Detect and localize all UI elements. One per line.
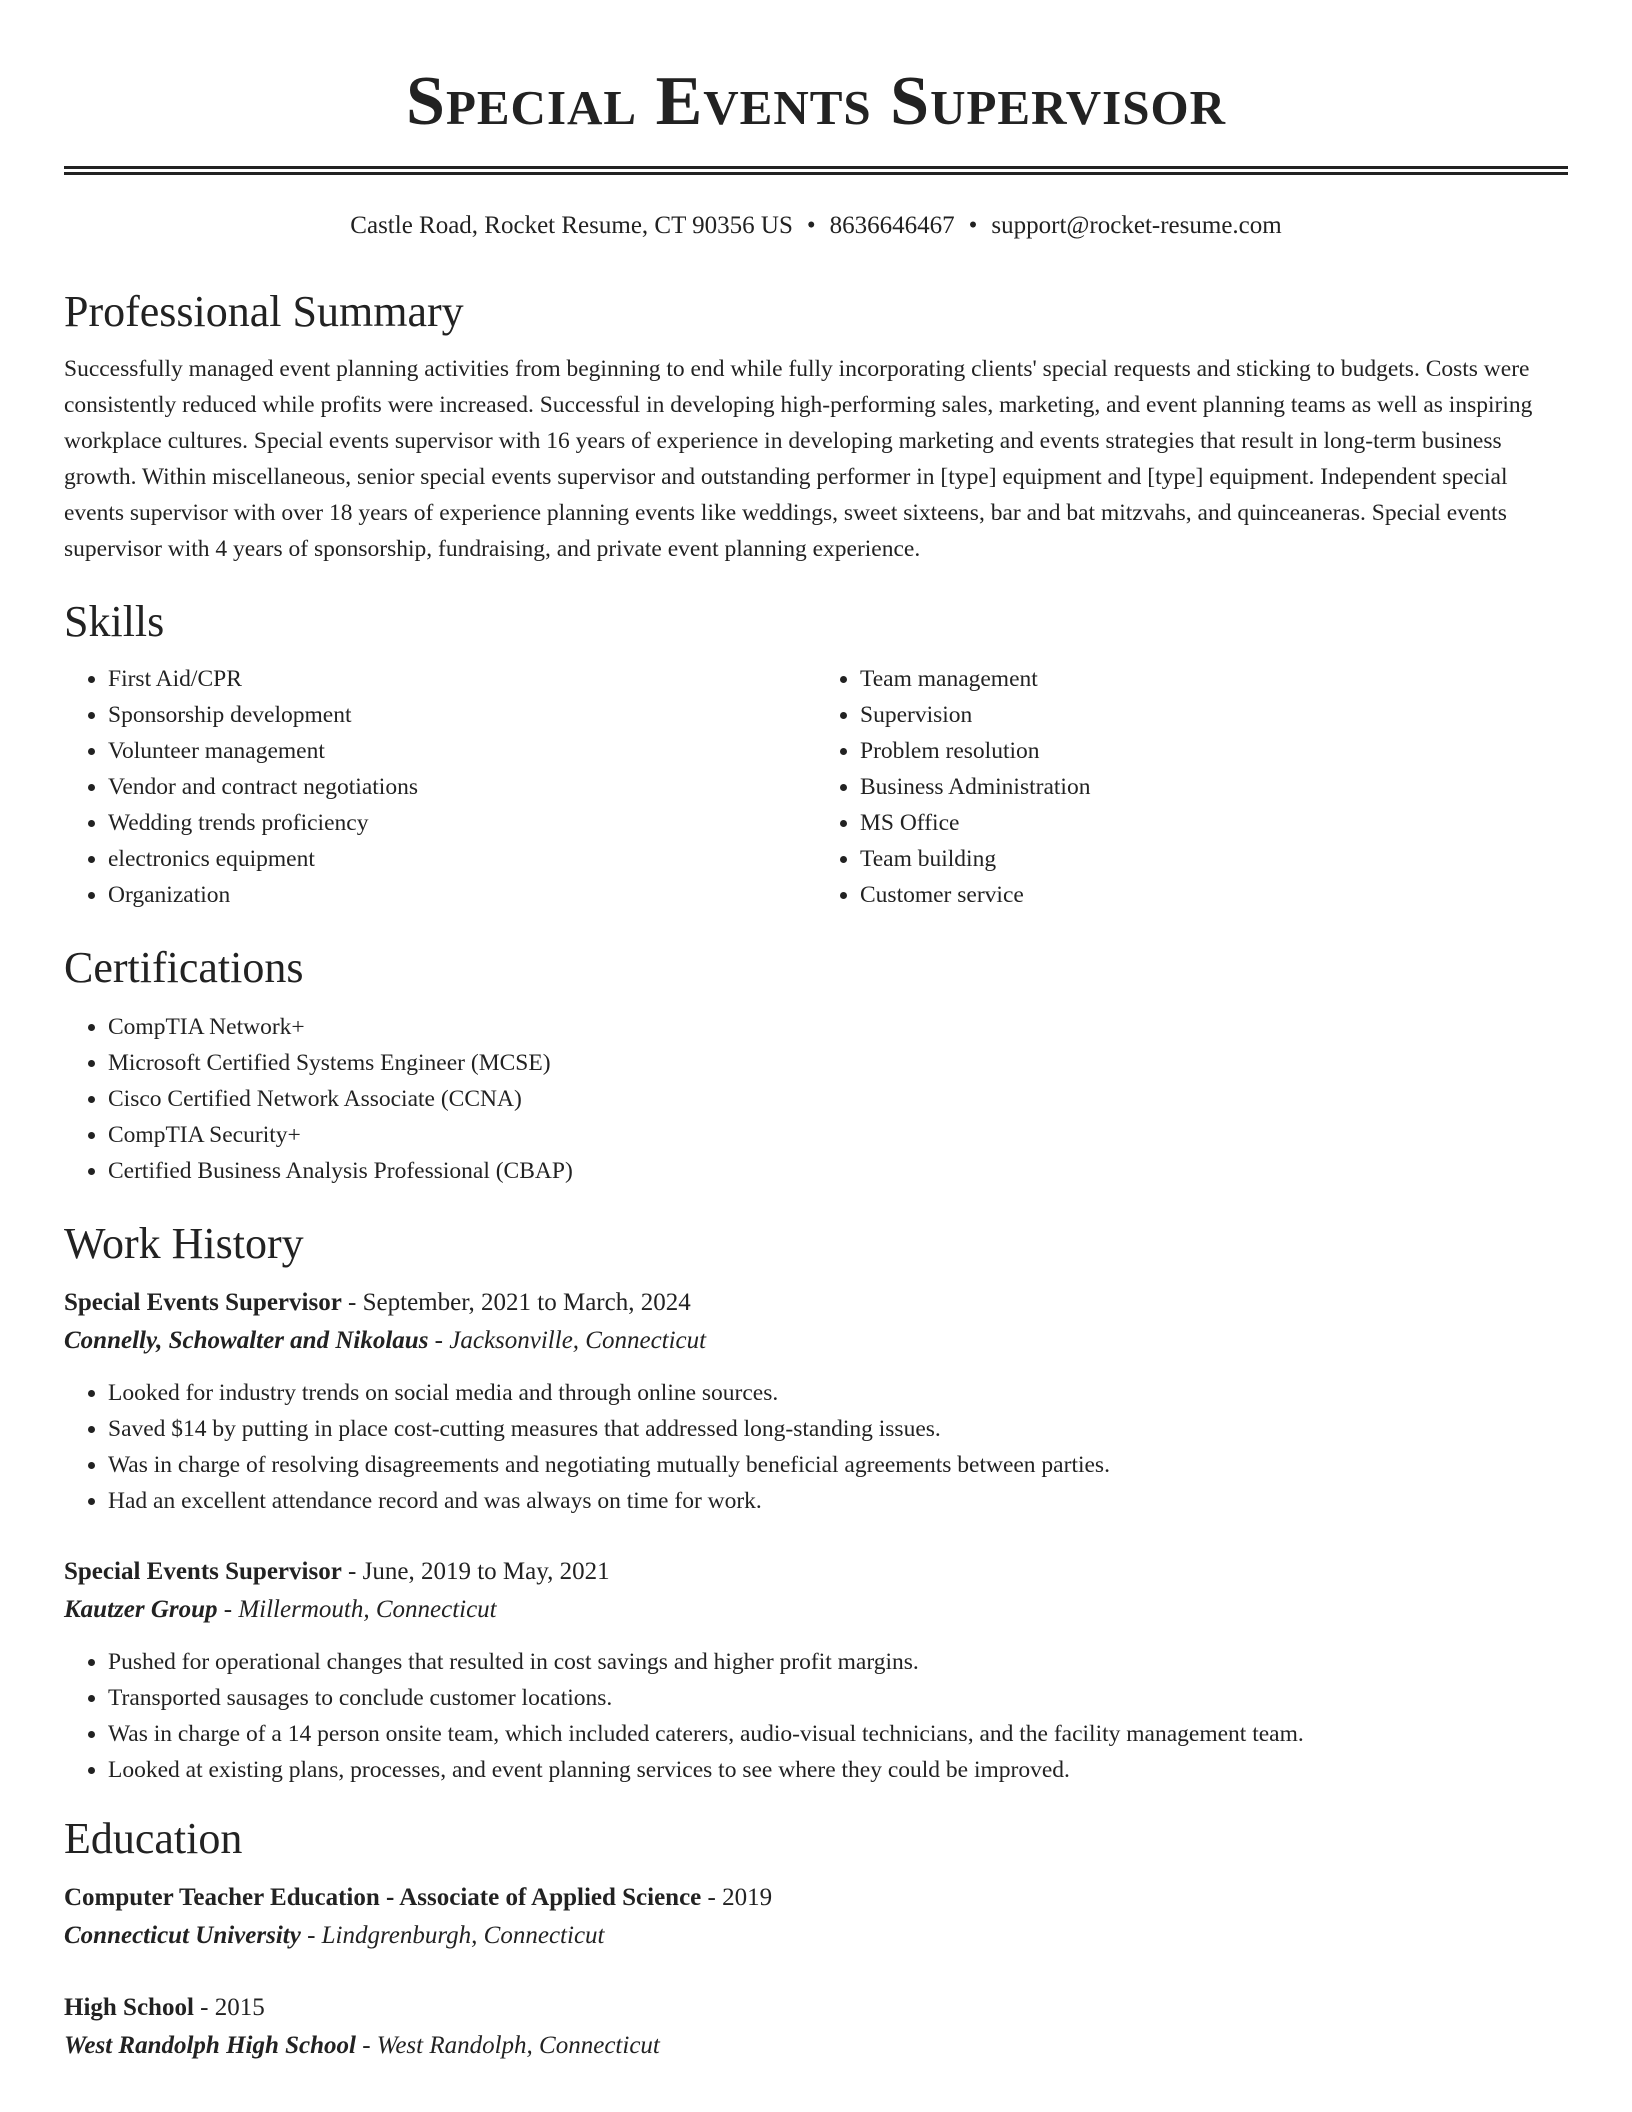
skill-item: • Problem resolution: [860, 733, 1568, 769]
job-bullet: • Was in charge of a 14 person onsite team, which included caterers, audio-visual technicians, and the facility management team.: [108, 1716, 1568, 1752]
skill-item: • Team management: [860, 661, 1568, 697]
education-school-line: [64, 2026, 1568, 2066]
skills-list-right: [816, 661, 1568, 913]
education-school: Connecticut University: [64, 1922, 301, 1949]
skill-item: • Volunteer management: [108, 733, 816, 769]
skill-item: • Vendor and contract negotiations: [108, 769, 816, 805]
job-bullet: • Looked for industry trends on social media and through online sources.: [108, 1375, 1568, 1411]
skill-item: • First Aid/CPR: [108, 661, 816, 697]
job-title-line: [64, 1285, 1568, 1321]
education-heading: Education: [64, 1814, 243, 1863]
work-history-heading: Work History: [64, 1219, 304, 1268]
certification-item: • CompTIA Network+: [108, 1009, 1568, 1045]
education-school: West Randolph High School: [64, 2032, 356, 2059]
job-bullets: [64, 1644, 1568, 1788]
education-year: - 2019: [701, 1884, 773, 1911]
job-bullets: [64, 1375, 1568, 1519]
job-bullet: • Had an excellent attendance record and was always on time for work.: [108, 1483, 1568, 1519]
skill-item: • Sponsorship development: [108, 697, 816, 733]
contact-phone: 8636646467: [829, 212, 955, 239]
skills-list-left: [64, 661, 816, 913]
skill-item: • Team building: [860, 841, 1568, 877]
contact-separator: •: [806, 212, 816, 239]
contact-separator: •: [968, 212, 978, 239]
job-title: Special Events Supervisor: [64, 1558, 342, 1585]
skills-heading: Skills: [64, 597, 165, 646]
spacer: [64, 1956, 1568, 1990]
spacer: [64, 1519, 1568, 1554]
resume-title: Special Events Supervisor: [406, 63, 1226, 140]
education-entry: [64, 1880, 1568, 1956]
job-bullet: • Saved $14 by putting in place cost-cutting measures that addressed long-standing issues.: [108, 1411, 1568, 1447]
job-entry: [64, 1554, 1568, 1788]
education-degree: High School: [64, 1994, 194, 2021]
skill-item: • Supervision: [860, 697, 1568, 733]
skill-item: • Wedding trends proficiency: [108, 805, 816, 841]
summary-text: Successfully managed event planning activities from beginning to end while fully incorporating clients' special requests and sticking to budgets. Costs were consistently reduced while profits were increased. Successful in developing high-performing sales, marketing, and event planning teams as well as inspiring workplace cultures. Special events supervisor with 16 years of experience in developing marketing and events strategies that result in long-term business growth. Within miscellaneous, senior special events supervisor and outstanding performer in [type] equipment and [type] equipment. Independent special events supervisor with over 18 years of experience planning events like weddings, sweet sixteens, bar and bat mitzvahs, and quinceaneras. Special events supervisor with 4 years of sponsorship, fundraising, and private event planning experience.: [64, 356, 1533, 562]
contact-email: support@rocket-resume.com: [991, 212, 1282, 239]
skill-item: • MS Office: [860, 805, 1568, 841]
education-school-line: [64, 1916, 1568, 1956]
education-entry: [64, 1990, 1568, 2066]
job-company: Connelly, Schowalter and Nikolaus: [64, 1327, 429, 1354]
education-location: - Lindgrenburgh, Connecticut: [300, 1922, 605, 1949]
job-location: - Jacksonville, Connecticut: [428, 1327, 707, 1354]
skill-item: • electronics equipment: [108, 841, 816, 877]
education-degree-line: [64, 1880, 1568, 1916]
job-dates: - June, 2019 to May, 2021: [341, 1558, 610, 1585]
job-bullet: • Pushed for operational changes that resulted in cost savings and higher profit margins.: [108, 1644, 1568, 1680]
job-dates: - September, 2021 to March, 2024: [341, 1289, 691, 1316]
certification-item: • Certified Business Analysis Professional (CBAP): [108, 1153, 1568, 1189]
job-bullet: • Looked at existing plans, processes, and event planning services to see where they could be improved.: [108, 1752, 1568, 1788]
certification-item: • Microsoft Certified Systems Engineer (MCSE): [108, 1045, 1568, 1081]
job-title: Special Events Supervisor: [64, 1289, 342, 1316]
skills-grid: [64, 661, 1568, 913]
contact-address: Castle Road, Rocket Resume, CT 90356 US: [350, 212, 793, 239]
summary-heading: Professional Summary: [64, 287, 464, 336]
job-location: - Millermouth, Connecticut: [217, 1596, 497, 1623]
job-company-line: [64, 1590, 1568, 1630]
job-company: Kautzer Group: [64, 1596, 218, 1623]
contact-line: [64, 211, 1568, 241]
job-bullet: • Transported sausages to conclude customer locations.: [108, 1680, 1568, 1716]
title-divider: [64, 166, 1568, 175]
certifications-heading: Certifications: [64, 943, 304, 992]
job-title-line: [64, 1554, 1568, 1590]
education-year: - 2015: [193, 1994, 265, 2021]
skill-item: • Organization: [108, 877, 816, 913]
skill-item: • Business Administration: [860, 769, 1568, 805]
certification-item: • CompTIA Security+: [108, 1117, 1568, 1153]
education-degree-line: [64, 1990, 1568, 2026]
certification-item: • Cisco Certified Network Associate (CCNA): [108, 1081, 1568, 1117]
job-bullet: • Was in charge of resolving disagreements and negotiating mutually beneficial agreements between parties.: [108, 1447, 1568, 1483]
job-company-line: [64, 1321, 1568, 1361]
certifications-list: [64, 1009, 1568, 1189]
skill-item: • Customer service: [860, 877, 1568, 913]
job-entry: [64, 1285, 1568, 1519]
education-location: - West Randolph, Connecticut: [355, 2032, 660, 2059]
education-degree: Computer Teacher Education - Associate of Applied Science: [64, 1884, 702, 1911]
